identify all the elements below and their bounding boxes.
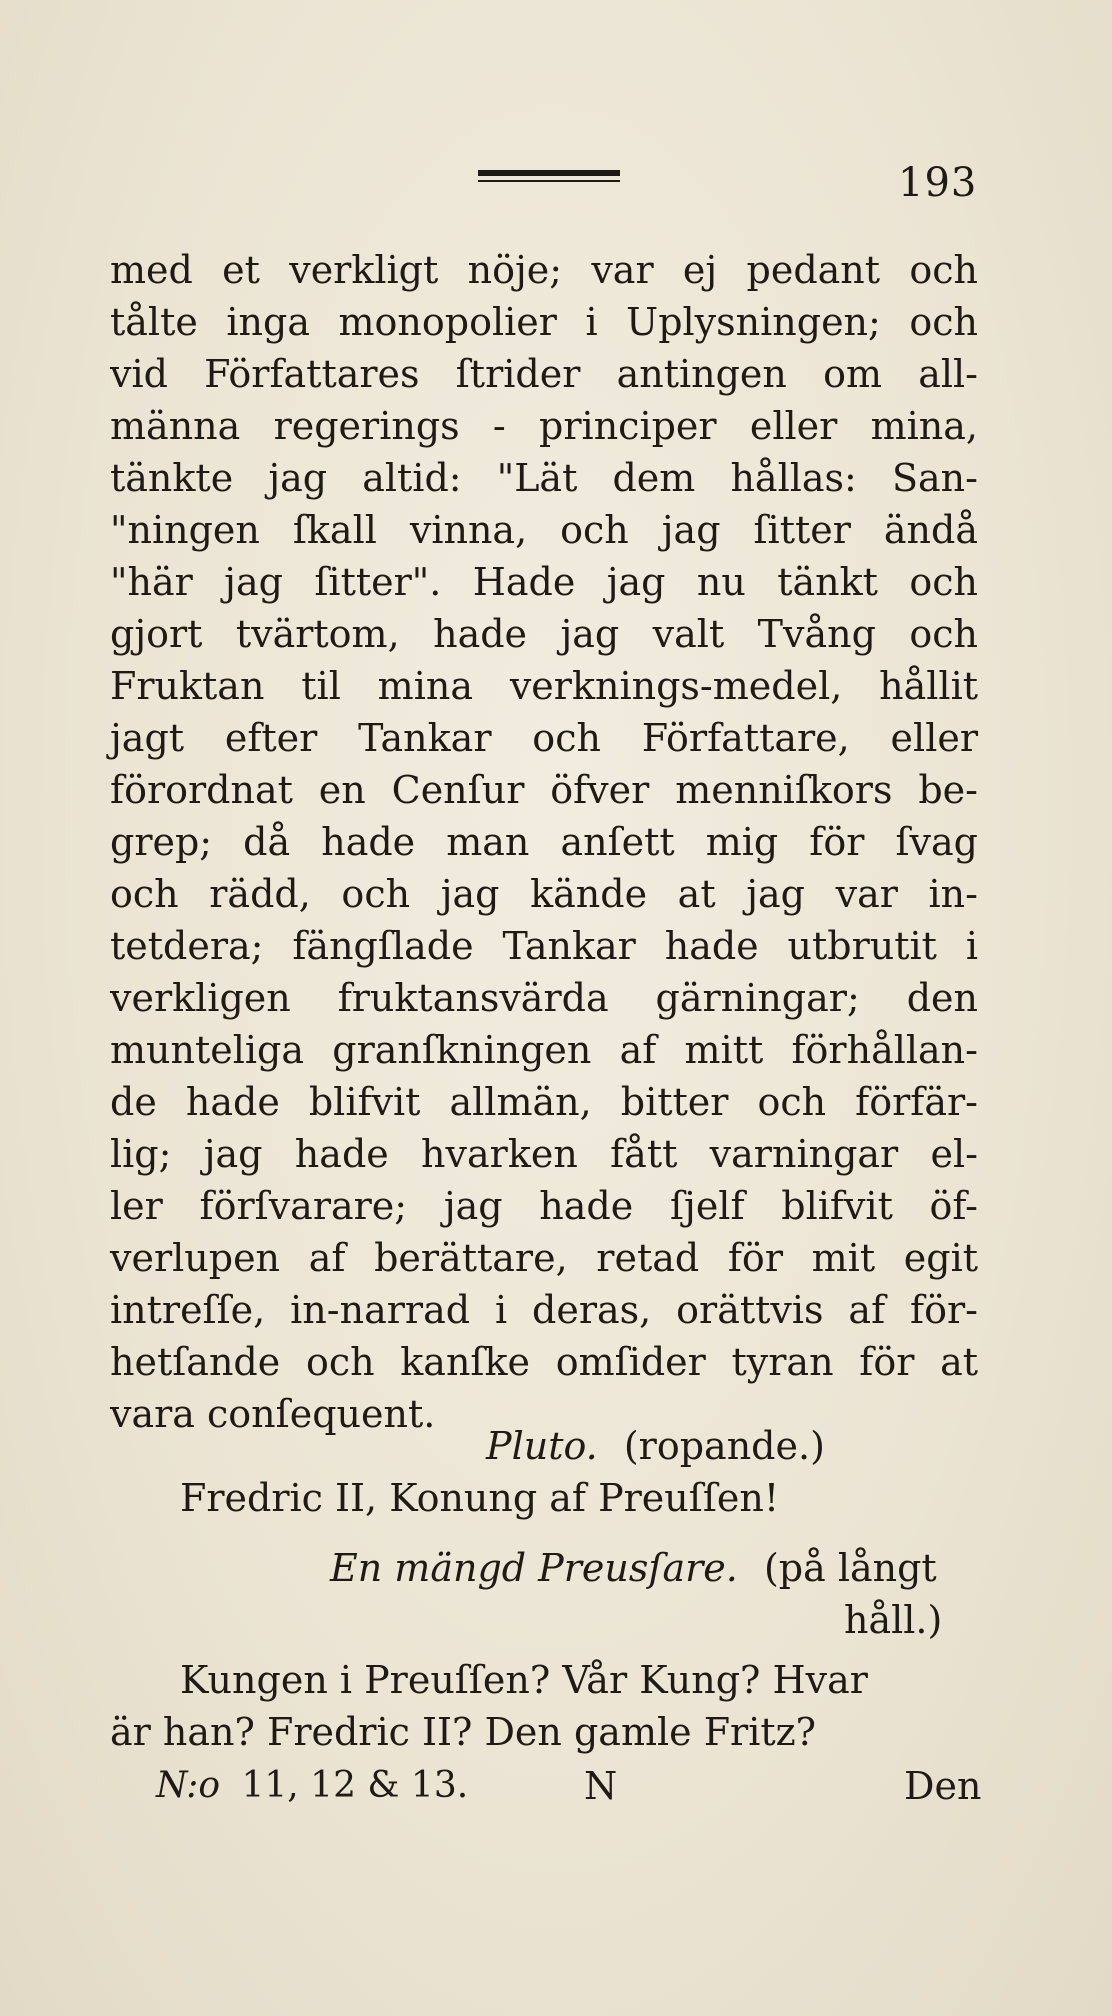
paragraph-line: grep; då hade man anſett mig för ſvag	[110, 820, 978, 864]
paragraph-line: munteliga granſkningen af mitt förhållan-	[110, 1028, 978, 1072]
paragraph-line: gjort tvärtom, hade jag valt Tvång och	[110, 612, 978, 656]
paragraph-line: vara conſequent.	[110, 1392, 436, 1436]
dialogue-line: Kungen i Preuſſen? Vår Kung? Hvar	[180, 1658, 868, 1702]
signature-mark: N	[584, 1764, 618, 1808]
paragraph-line: tänkte jag altid: "Lät dem hållas: San-	[110, 456, 978, 500]
header-rule-thick	[478, 170, 620, 176]
paragraph-line: "ningen ſkall vinna, och jag ſitter ändå	[110, 508, 978, 552]
paragraph-line: vid Författares ſtrider antingen om all-	[110, 352, 978, 396]
paragraph-line: hetſande och kanſke omſider tyran för at	[110, 1340, 978, 1384]
paragraph-line: männa regerings - principer eller mina,	[110, 404, 978, 448]
dialogue-line: Fredric II, Konung af Preuſſen!	[180, 1476, 780, 1520]
page-number: 193	[898, 160, 978, 206]
signature-prefix: N:o	[156, 1765, 221, 1806]
paragraph-line: verlupen af berättare, retad för mit egit	[110, 1236, 978, 1280]
paragraph	[110, 244, 978, 1440]
catchword: Den	[904, 1764, 982, 1808]
page-header	[0, 160, 1112, 220]
paragraph-line: med et verkligt nöje; var ej pedant och	[110, 248, 978, 292]
header-double-rule	[478, 170, 620, 184]
stage-direction-continued: håll.)	[844, 1598, 943, 1642]
paragraph-line: och rädd, och jag kände at jag var in-	[110, 872, 978, 916]
paragraph-line: de hade blifvit allmän, bitter och förfär-	[110, 1080, 978, 1124]
speaker-heading-pluto	[486, 1420, 825, 1472]
paragraph-line: jagt efter Tankar och Författare, eller	[110, 716, 978, 760]
paragraph-line: verkligen fruktansvärda gärningar; den	[110, 976, 978, 1020]
signature-numbers: 11, 12 & 13.	[241, 1765, 469, 1806]
paragraph-line: förordnat en Cenſur öfver menniſkors be-	[110, 768, 978, 812]
paragraph-line: "här jag ſitter". Hade jag nu tänkt och	[110, 560, 978, 604]
paragraph-line: Fruktan til mina verknings-medel, hållit	[110, 664, 978, 708]
paragraph-line: tålte inga monopolier i Uplysningen; och	[110, 300, 978, 344]
signature-line	[156, 1760, 468, 1812]
paragraph-line: lig; jag hade hvarken fått varningar el-	[110, 1132, 978, 1176]
header-rule-thin	[478, 180, 620, 182]
speaker-name: En mängd Preusſare.	[330, 1546, 738, 1590]
stage-direction: (på långt	[763, 1546, 937, 1590]
speaker-heading-crowd	[330, 1542, 937, 1594]
paragraph-line: tetdera; fängſlade Tankar hade utbrutit i	[110, 924, 978, 968]
paragraph-line: ler förſvarare; jag hade ſjelf blifvit öf-	[110, 1184, 978, 1228]
stage-direction: (ropande.)	[623, 1424, 825, 1468]
dialogue-line: är han? Fredric II? Den gamle Fritz?	[110, 1710, 817, 1754]
speaker-name: Pluto.	[486, 1424, 598, 1468]
paragraph-line: intreſſe, in-narrad i deras, orättvis af för-	[110, 1288, 978, 1332]
